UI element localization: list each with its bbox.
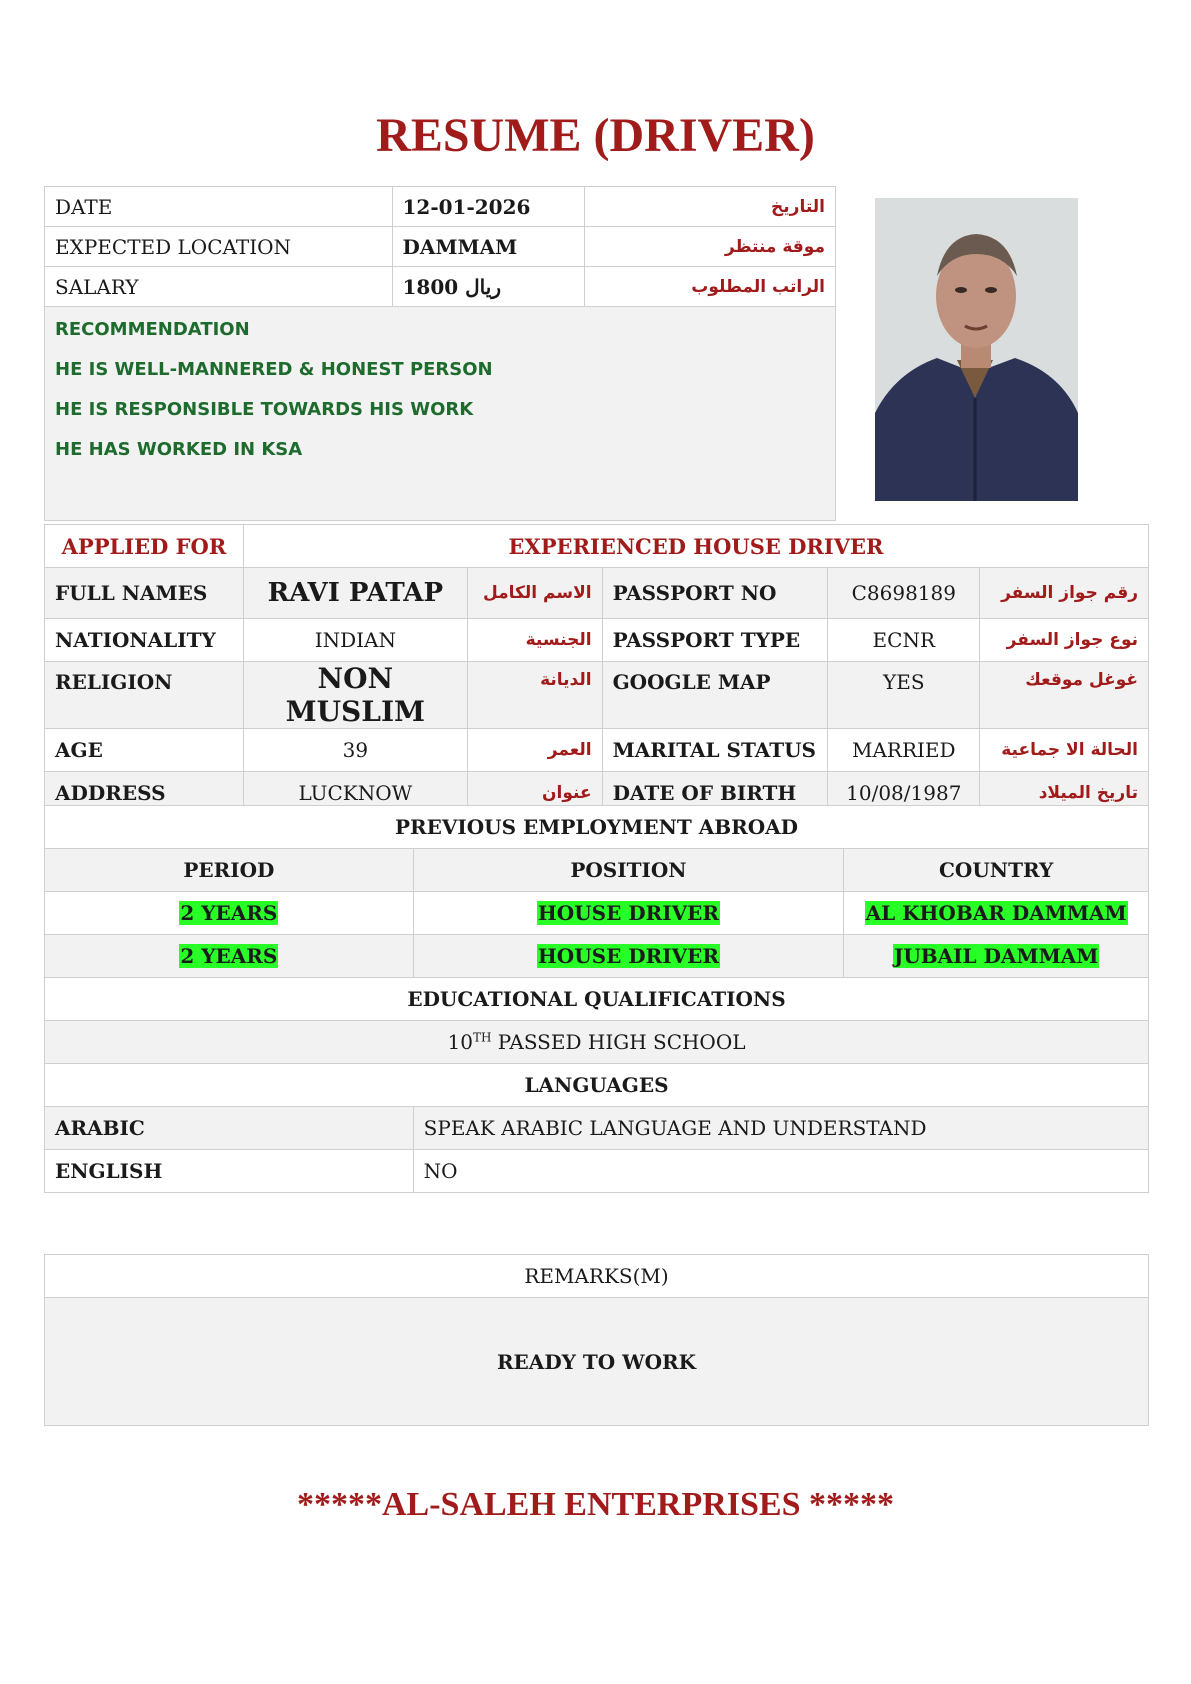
location-arabic: موقة منتظر <box>585 227 836 267</box>
personal-row <box>45 662 1149 729</box>
nationality-label: NATIONALITY <box>45 619 244 662</box>
date-label: DATE <box>45 187 393 227</box>
country-cell: AL KHOBAR DAMMAM <box>865 901 1127 925</box>
full-name-value: RAVI PATAP <box>243 568 467 619</box>
religion-arabic: الديانة <box>467 662 602 729</box>
address-label: ADDRESS <box>45 772 244 815</box>
date-row <box>45 187 836 227</box>
education-heading-row <box>45 978 1149 1021</box>
full-name-arabic: الاسم الكامل <box>467 568 602 619</box>
education-value <box>45 1021 1149 1064</box>
recommendation-heading: RECOMMENDATION <box>55 319 250 340</box>
recommendation-row <box>45 307 836 521</box>
date-of-birth-arabic: تاريخ الميلاد <box>980 772 1149 815</box>
language-row <box>45 1107 1149 1150</box>
marital-status-value: MARRIED <box>828 729 980 772</box>
recommendation-line: HE HAS WORKED IN KSA <box>55 439 303 460</box>
date-of-birth-label: DATE OF BIRTH <box>602 772 828 815</box>
employment-heading: PREVIOUS EMPLOYMENT ABROAD <box>45 806 1149 849</box>
education-heading: EDUCATIONAL QUALIFICATIONS <box>45 978 1149 1021</box>
passport-type-value: ECNR <box>828 619 980 662</box>
date-value: 12-01-2026 <box>392 187 585 227</box>
google-map-value: YES <box>828 662 980 729</box>
location-row <box>45 227 836 267</box>
country-column-header: COUNTRY <box>844 849 1149 892</box>
age-label: AGE <box>45 729 244 772</box>
salary-value: 1800 ريال <box>392 267 585 307</box>
applied-value: EXPERIENCED HOUSE DRIVER <box>243 525 1148 568</box>
position-column-header: POSITION <box>413 849 844 892</box>
education-grade-suffix: TH <box>472 1030 492 1045</box>
details-table <box>44 524 1149 815</box>
position-cell: HOUSE DRIVER <box>537 944 719 968</box>
date-of-birth-value: 10/08/1987 <box>828 772 980 815</box>
address-value: LUCKNOW <box>243 772 467 815</box>
address-arabic: عنوان <box>467 772 602 815</box>
google-map-arabic: غوغل موقعك <box>980 662 1149 729</box>
language-name: ENGLISH <box>45 1150 414 1193</box>
recommendation-line: HE IS RESPONSIBLE TOWARDS HIS WORK <box>55 399 474 420</box>
education-grade: 10 <box>447 1030 473 1054</box>
employment-columns-row <box>45 849 1149 892</box>
date-arabic: التاريخ <box>585 187 836 227</box>
remarks-table <box>44 1254 1149 1426</box>
company-footer: *****AL-SALEH ENTERPRISES ***** <box>296 1486 894 1523</box>
language-row <box>45 1150 1149 1193</box>
nationality-arabic: الجنسية <box>467 619 602 662</box>
remarks-body-row <box>45 1298 1149 1426</box>
salary-label: SALARY <box>45 267 393 307</box>
personal-row <box>45 568 1149 619</box>
salary-arabic: الراتب المطلوب <box>585 267 836 307</box>
page-title: RESUME (DRIVER) <box>376 109 815 162</box>
recommendation-cell <box>45 307 836 521</box>
language-value: NO <box>413 1150 1148 1193</box>
position-cell: HOUSE DRIVER <box>537 901 719 925</box>
language-value: SPEAK ARABIC LANGUAGE AND UNDERSTAND <box>413 1107 1148 1150</box>
employment-heading-row <box>45 806 1149 849</box>
table-row <box>45 935 1149 978</box>
remarks-heading: REMARKS(M) <box>45 1255 1149 1298</box>
google-map-label: GOOGLE MAP <box>602 662 828 729</box>
personal-row <box>45 619 1149 662</box>
candidate-photo <box>875 198 1078 501</box>
history-table <box>44 805 1149 1193</box>
location-value: DAMMAM <box>392 227 585 267</box>
personal-row <box>45 729 1149 772</box>
age-arabic: العمر <box>467 729 602 772</box>
full-name-label: FULL NAMES <box>45 568 244 619</box>
education-text: PASSED HIGH SCHOOL <box>491 1030 746 1054</box>
passport-type-arabic: نوع جواز السفر <box>980 619 1149 662</box>
person-illustration <box>875 198 1078 501</box>
religion-label: RELIGION <box>45 662 244 729</box>
country-cell: JUBAIL DAMMAM <box>893 944 1099 968</box>
education-row <box>45 1021 1149 1064</box>
languages-heading-row <box>45 1064 1149 1107</box>
applied-label: APPLIED FOR <box>45 525 244 568</box>
table-row <box>45 892 1149 935</box>
age-value: 39 <box>243 729 467 772</box>
passport-type-label: PASSPORT TYPE <box>602 619 828 662</box>
languages-heading: LANGUAGES <box>45 1064 1149 1107</box>
religion-value: NON MUSLIM <box>243 662 467 729</box>
language-name: ARABIC <box>45 1107 414 1150</box>
recommendation-line: HE IS WELL-MANNERED & HONEST PERSON <box>55 359 493 380</box>
remarks-heading-row <box>45 1255 1149 1298</box>
passport-no-arabic: رقم جواز السفر <box>980 568 1149 619</box>
top-info-table <box>44 186 836 521</box>
nationality-value: INDIAN <box>243 619 467 662</box>
remarks-text: READY TO WORK <box>45 1298 1149 1426</box>
marital-status-label: MARITAL STATUS <box>602 729 828 772</box>
applied-row <box>45 525 1149 568</box>
period-column-header: PERIOD <box>45 849 414 892</box>
location-label: EXPECTED LOCATION <box>45 227 393 267</box>
passport-no-label: PASSPORT NO <box>602 568 828 619</box>
period-cell: 2 YEARS <box>180 944 278 968</box>
period-cell: 2 YEARS <box>180 901 278 925</box>
salary-row <box>45 267 836 307</box>
marital-status-arabic: الحالة الا جماعية <box>980 729 1149 772</box>
passport-no-value: C8698189 <box>828 568 980 619</box>
